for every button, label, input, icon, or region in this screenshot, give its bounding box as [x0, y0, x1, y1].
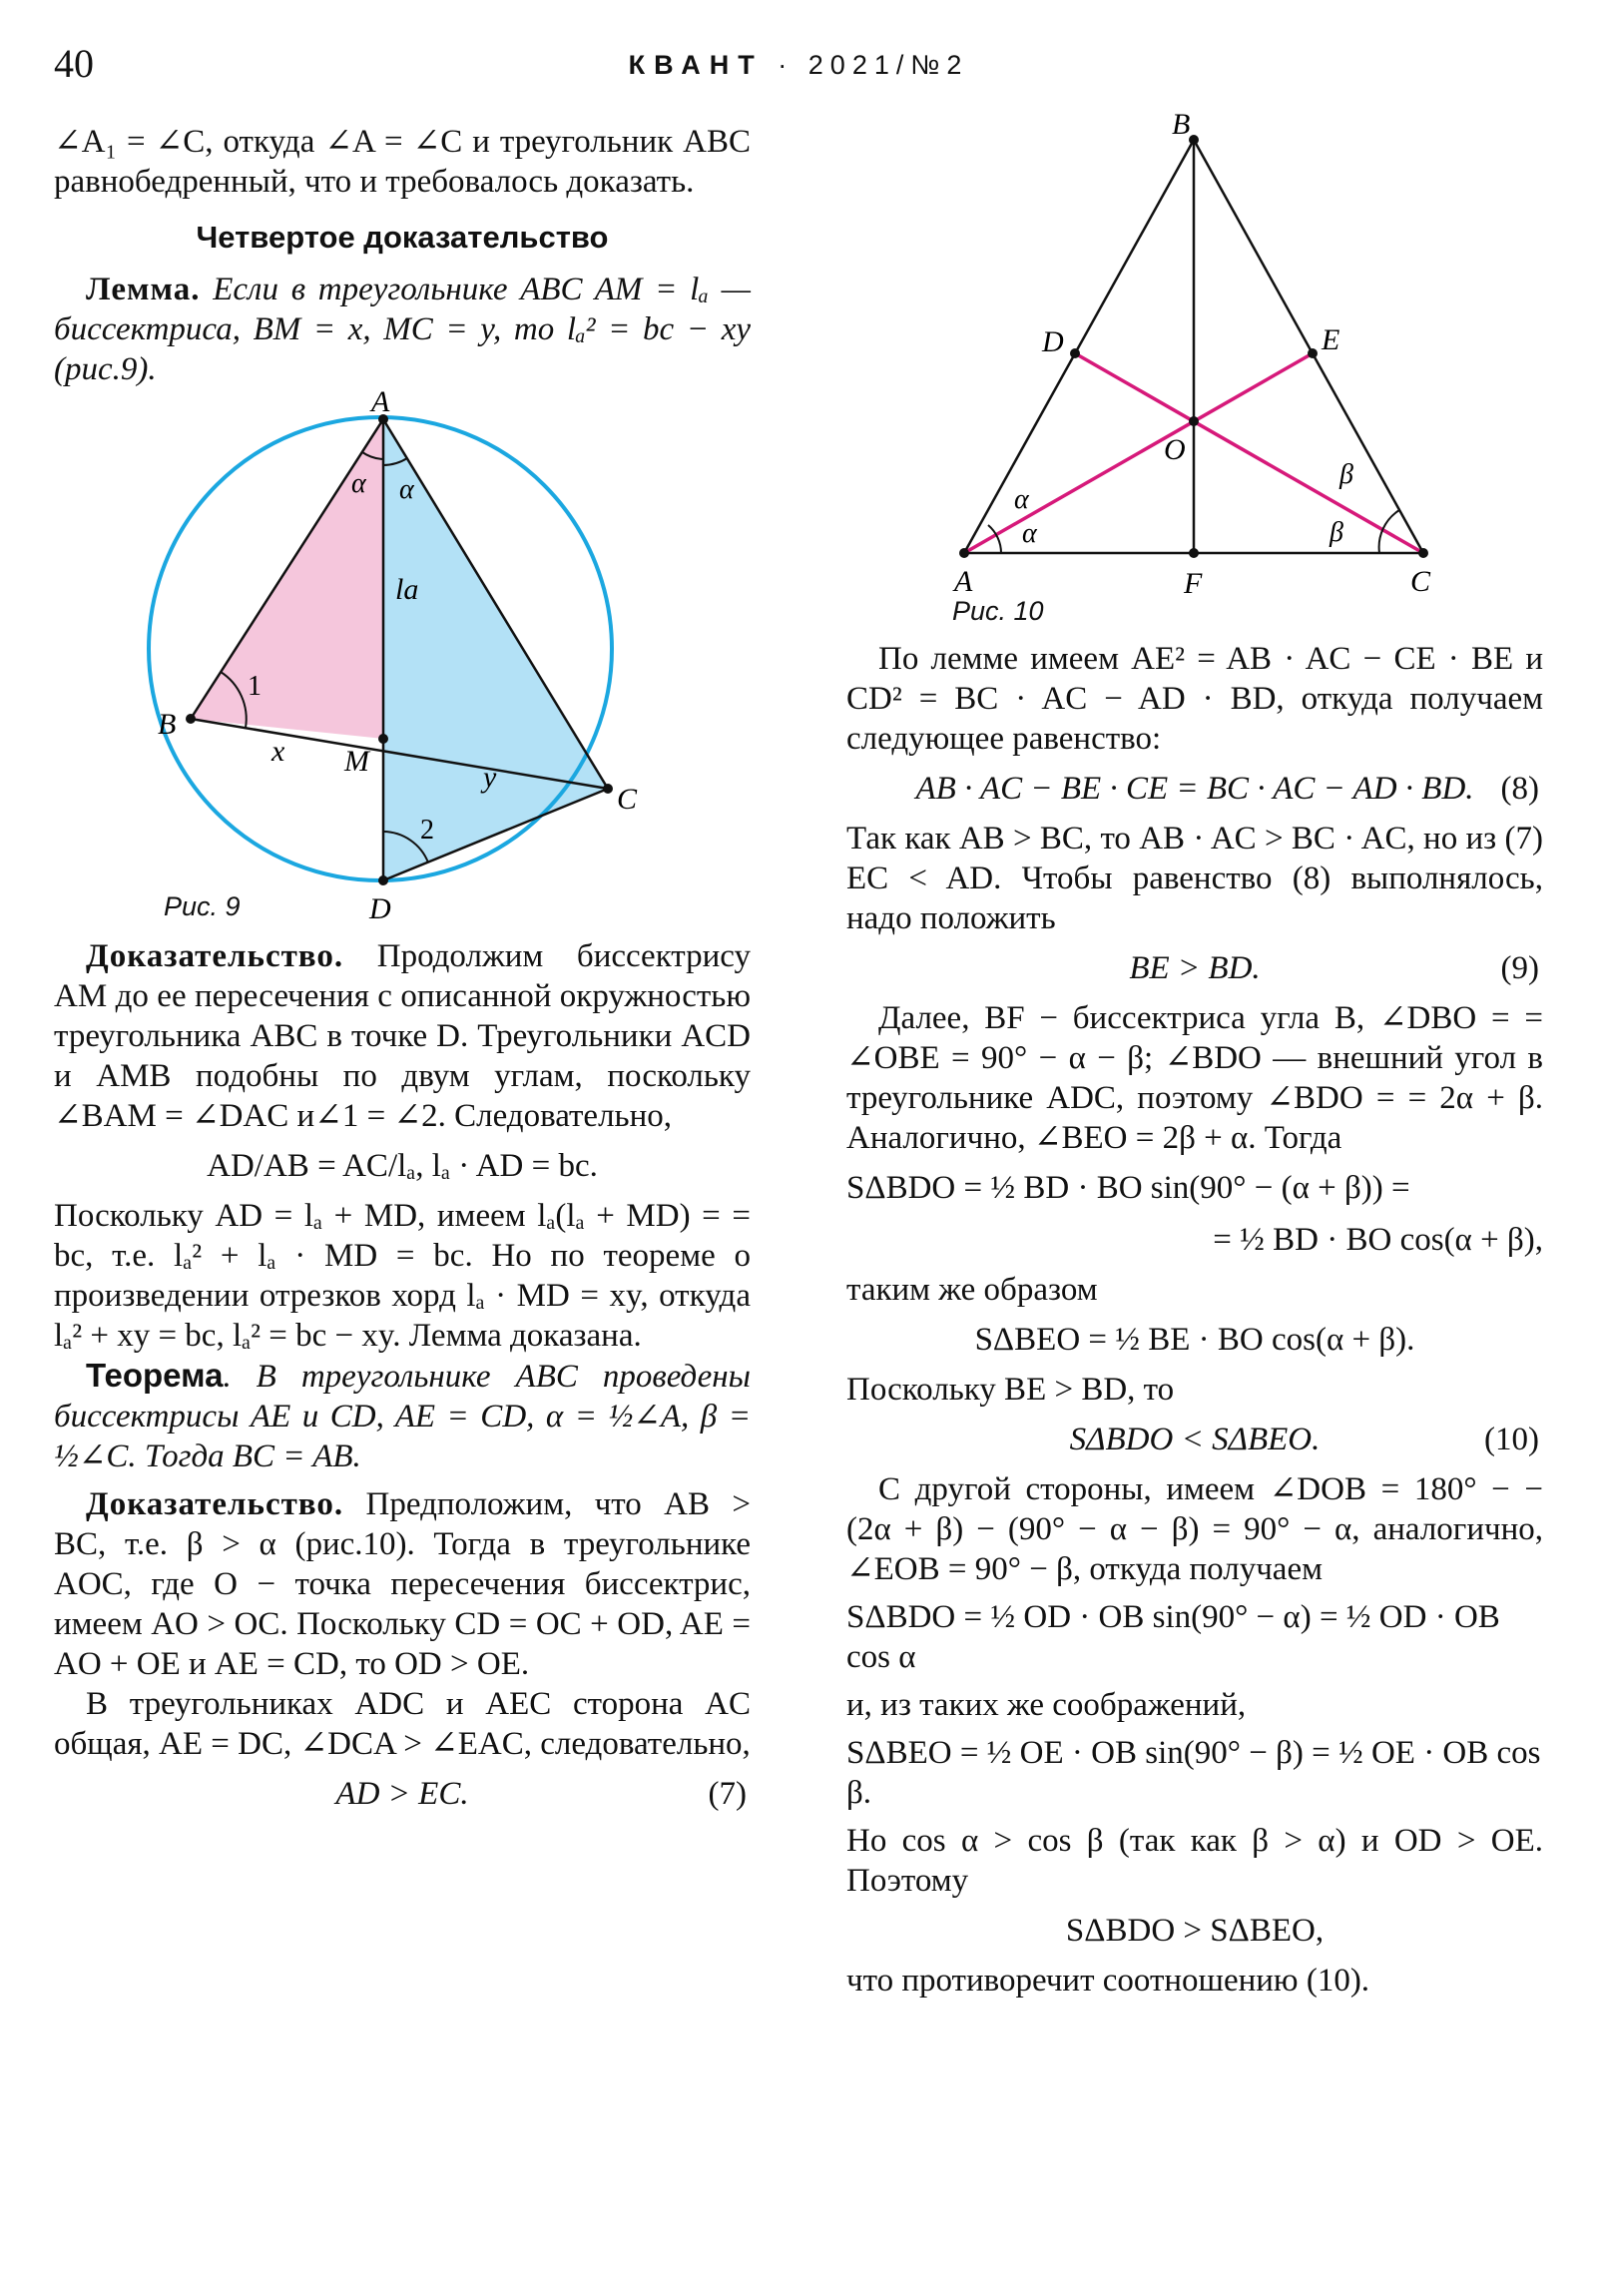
point-b — [1189, 135, 1199, 145]
label-beta-lower: β — [1330, 517, 1343, 548]
point-c — [603, 784, 613, 794]
label-a: A — [954, 565, 973, 598]
point-d — [1070, 348, 1080, 358]
equation-7-number: (7) — [708, 1776, 747, 1812]
figure-10 — [846, 112, 1543, 639]
equation-8-body: AB · AC − BE · CE = BC · AC − AD · BD. — [915, 771, 1474, 807]
lemma-paragraph — [54, 270, 751, 389]
intro-paragraph: ∠A₁ = ∠C, откуда ∠A = ∠C и треугольник ABC равнобедренный, что и требовалось доказать. — [54, 124, 751, 200]
equation-10-number: (10) — [1484, 1422, 1539, 1457]
proof2-label: Доказательство. — [86, 1486, 344, 1522]
label-d: D — [1042, 325, 1064, 358]
figure-9-caption: Рис. 9 — [164, 891, 241, 921]
similar-paragraph: и, из таких же соображений, — [846, 1687, 1247, 1723]
side-bc — [1194, 140, 1423, 553]
equation-7-body: AD > EC. — [335, 1776, 469, 1812]
point-f — [1189, 548, 1199, 558]
area-beo-equation: SΔBEO = ½ BE · BO cos(α + β). — [974, 1322, 1415, 1358]
proof-continuation: Поскольку AD = lₐ + MD, имеем lₐ(lₐ + MD) = = bc, т.е. lₐ² + lₐ · MD = bc. Но по теореме о произведении отрезков хорд lₐ · MD = xy, откуда lₐ² + xy = bc, lₐ² = bc − xy. Лемма доказана. — [54, 1198, 751, 1354]
equation-9-number: (9) — [1500, 950, 1539, 986]
area-bdo-cos-equation: SΔBDO = ½ OD · OB sin(90° − α) = ½ OD · OB cos α — [846, 1599, 1500, 1675]
label-a: A — [371, 389, 390, 418]
lemma-equation: AD/AB = AC/lₐ, lₐ · AD = bc. — [207, 1148, 598, 1184]
equation-10 — [846, 1418, 1543, 1461]
label-c: C — [1410, 565, 1431, 598]
blue-triangle-acd — [383, 419, 608, 880]
figure-9-drawing — [54, 389, 751, 936]
theorem-paragraph — [54, 1356, 751, 1476]
label-e: E — [1322, 323, 1340, 356]
label-angle-1: 1 — [248, 671, 262, 702]
label-alpha-left: α — [351, 468, 366, 499]
point-d — [378, 875, 388, 885]
same-way-paragraph: таким же образом — [846, 1272, 1098, 1308]
issue-number: · 2021/№2 — [778, 50, 969, 80]
bisector-ae — [964, 353, 1313, 553]
running-header — [0, 50, 1597, 81]
label-la: la — [395, 573, 419, 606]
label-y: y — [483, 761, 497, 794]
final-inequality: SΔBDO > SΔBEO, — [1065, 1913, 1325, 1949]
label-alpha-upper: α — [1014, 484, 1029, 515]
area-beo-cos-equation: SΔBEO = ½ OE · OB sin(90° − β) = ½ OE · OB cos β. — [846, 1735, 1541, 1811]
point-b — [186, 714, 196, 724]
label-d: D — [369, 892, 391, 925]
point-a — [959, 548, 969, 558]
point-e — [1308, 348, 1318, 358]
contradiction-paragraph: что противоречит соотношению (10). — [846, 1963, 1370, 1999]
label-b: B — [158, 708, 177, 741]
proof2-paragraph — [54, 1484, 751, 1684]
adc-paragraph: В треугольниках ADC и AEC сторона AC общая, AE = DC, ∠DCA > ∠EAC, следовательно, — [54, 1686, 751, 1762]
equation-7 — [54, 1772, 751, 1816]
lemma-text: Если в треугольнике ABC AM = lₐ — биссектриса, BM = x, MC = y, то lₐ² = bc − xy (рис.9). — [54, 272, 752, 387]
equation-9 — [846, 946, 1543, 990]
theorem-label: Теорема — [86, 1357, 224, 1394]
equation-9-body: BE > BD. — [1129, 950, 1261, 986]
equation-10-body: SΔBDO < SΔBEO. — [1069, 1422, 1321, 1457]
label-alpha-lower: α — [1022, 518, 1037, 549]
section-title: Четвертое доказательство — [196, 220, 609, 255]
lemma-application: По лемме имеем AE² = AB · AC − CE · BE и CD² = BC · AC − AD · BD, откуда получаем следующее равенство: — [846, 641, 1543, 757]
label-angle-2: 2 — [420, 815, 434, 846]
label-x: x — [271, 735, 285, 768]
figure-10-caption: Рис. 10 — [952, 596, 1044, 626]
but-paragraph: Но cos α > cos β (так как β > α) и OD > OE. Поэтому — [846, 1823, 1543, 1899]
further-paragraph: Далее, BF − биссектриса угла B, ∠DBO = = ∠OBE = 90° − α − β; ∠BDO — внешний угол в треугольнике ADC, поэтому ∠BDO = = 2α + β. Аналогично, ∠BEO = 2β + α. Тогда — [846, 1000, 1543, 1156]
label-m: M — [344, 745, 369, 778]
bisector-cd — [1075, 353, 1423, 553]
side-ab — [964, 140, 1194, 553]
point-m — [378, 734, 388, 744]
proof2-text: Предположим, что AB > BC, т.е. β > α (рис.10). Тогда в треугольнике AOC, где O − точка пересечения биссектрис, имеем AO > OC. Поскольку CD = OC + OD, AE = AO + OE и AE = CD, то OD > OE. — [54, 1486, 751, 1682]
label-alpha-right: α — [399, 474, 414, 505]
left-column — [54, 122, 751, 1824]
label-f: F — [1184, 567, 1203, 600]
proof-label: Доказательство. — [86, 938, 344, 974]
since2-paragraph: Поскольку BE > BD, то — [846, 1372, 1175, 1408]
label-b: B — [1172, 112, 1191, 141]
label-c: C — [617, 783, 638, 816]
area-bdo-line-1: SΔBDO = ½ BD · BO sin(90° − (α + β)) = — [846, 1170, 1410, 1206]
right-column — [846, 112, 1543, 2001]
label-beta-upper: β — [1339, 459, 1353, 490]
area-bdo-line-2: = ½ BD · BO cos(α + β), — [1213, 1222, 1543, 1258]
proof-text: Продолжим биссектрису AM до ее пересечения с описанной окружностью треугольника ABC в точке D. Треугольники ACD и AMB подобны по двум углам, поскольку ∠BAM = ∠DAC и∠1 = ∠2. Следовательно, — [54, 938, 752, 1134]
figure-10-drawing — [846, 112, 1543, 639]
equation-8 — [846, 767, 1543, 811]
proof-paragraph — [54, 936, 751, 1136]
lemma-label: Лемма. — [86, 272, 201, 307]
label-o: O — [1164, 433, 1186, 466]
point-c — [1418, 548, 1428, 558]
since-paragraph: Так как AB > BC, то AB · AC > BC · AC, но из (7) EC < AD. Чтобы равенство (8) выполнялось, надо положить — [846, 821, 1543, 936]
figure-9 — [54, 389, 751, 936]
other-side-paragraph: С другой стороны, имеем ∠DOB = 180° − − (2α + β) − (90° − α − β) = 90° − α, аналогично, ∠EOB = 90° − β, откуда получаем — [846, 1471, 1543, 1587]
page-number: 40 — [54, 41, 94, 86]
journal-title: КВАНТ — [628, 50, 764, 80]
equation-8-number: (8) — [1500, 771, 1539, 807]
theorem-text: . В треугольнике ABC проведены биссектрисы AE и CD, AE = CD, α = ½∠A, β = ½∠C. Тогда BC = AB. — [54, 1359, 751, 1474]
pink-triangle-abm — [191, 419, 383, 739]
point-o — [1189, 416, 1199, 426]
